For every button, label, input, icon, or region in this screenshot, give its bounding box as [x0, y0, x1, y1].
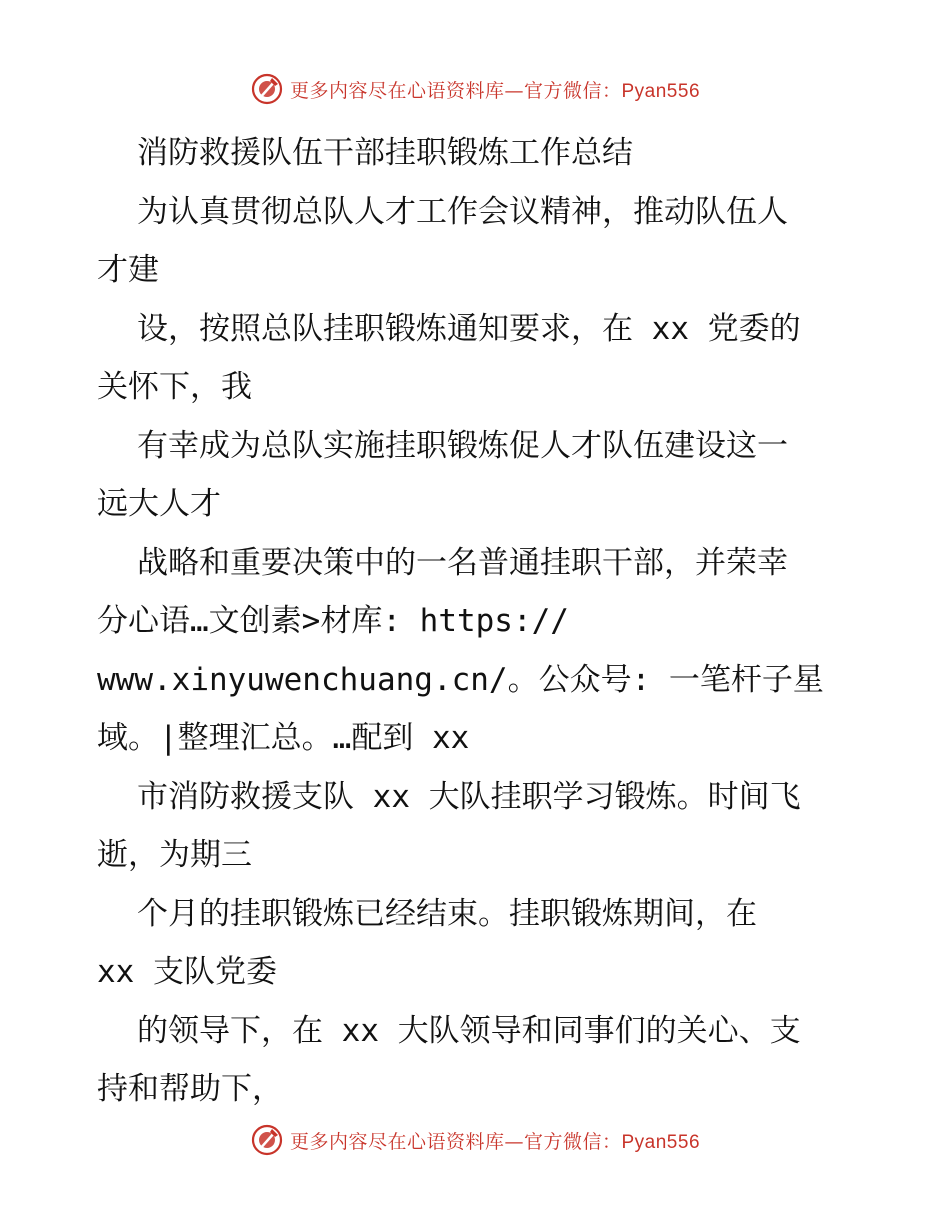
paragraph-line: www.xinyuwenchuang.cn/。公众号: 一笔杆子星 — [97, 661, 824, 698]
paragraph-line: 分心语…文创素>材库: https:// — [97, 603, 569, 639]
paragraph-line: 市消防救援支队 xx 大队挂职学习锻炼。时间飞 — [137, 778, 801, 815]
watermark-text: 更多内容尽在心语资料库—官方微信：Pyan556 — [289, 79, 701, 102]
paragraph-line: 为认真贯彻总队人才工作会议精神，推动队伍人 — [137, 193, 788, 230]
watermark-account: Pyan556 — [621, 80, 701, 102]
seal-pen-logo-icon — [250, 72, 284, 106]
watermark-text: 更多内容尽在心语资料库—官方微信：Pyan556 — [289, 1130, 701, 1153]
paragraph-line: xx 支队党委 — [97, 954, 277, 990]
paragraph-line: 设，按照总队挂职锻炼通知要求，在 xx 党委的 — [137, 310, 801, 347]
paragraph-line: 个月的挂职锻炼已经结束。挂职锻炼期间，在 — [137, 895, 757, 932]
seal-pen-logo-icon — [250, 1123, 284, 1157]
paragraph-line: 战略和重要决策中的一名普通挂职干部，并荣幸 — [137, 544, 788, 581]
paragraph-line: 域。|整理汇总。…配到 xx — [97, 720, 470, 756]
document-body — [97, 124, 867, 1119]
watermark-account: Pyan556 — [621, 1131, 701, 1153]
paragraph-line: 有幸成为总队实施挂职锻炼促人才队伍建设这一 — [137, 427, 788, 464]
paragraph-line: 持和帮助下， — [97, 1071, 283, 1107]
paragraph-line: 关怀下，我 — [97, 369, 252, 405]
watermark-header — [0, 72, 950, 106]
paragraph-line: 才建 — [97, 252, 159, 288]
paragraph-line: 远大人才 — [97, 486, 221, 522]
paragraph-line: 的领导下，在 xx 大队领导和同事们的关心、支 — [137, 1012, 801, 1049]
paragraph-line: 逝，为期三 — [97, 837, 252, 873]
document-title: 消防救援队伍干部挂职锻炼工作总结 — [137, 135, 633, 171]
watermark-footer — [0, 1123, 950, 1157]
